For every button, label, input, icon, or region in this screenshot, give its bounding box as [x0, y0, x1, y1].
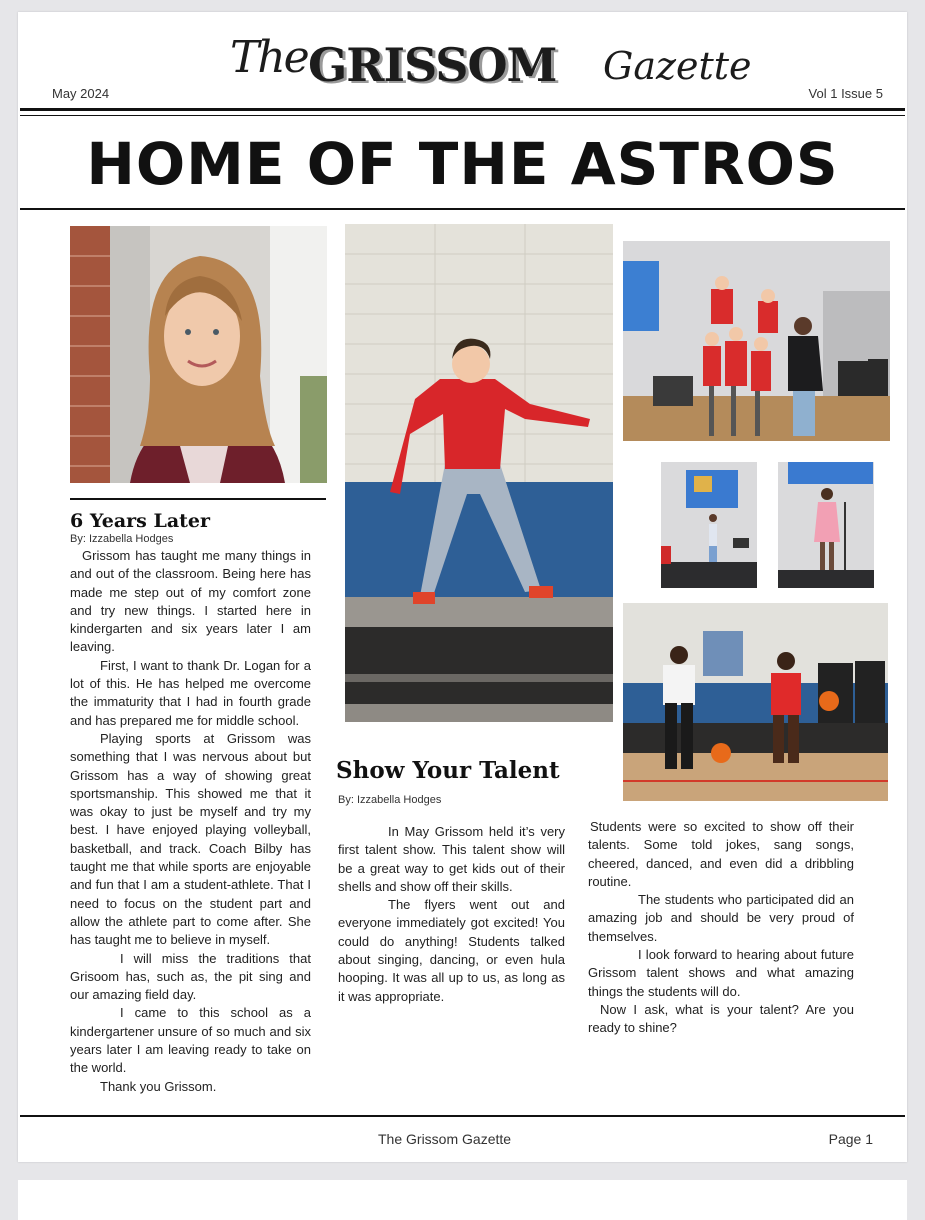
article-body-col2 [588, 818, 854, 1038]
next-page-edge [18, 1180, 907, 1220]
article-body-6-years [70, 547, 311, 1096]
article-byline-show-your-talent: By: Izzabella Hodges [338, 794, 442, 806]
logo-gazette: Gazette [603, 44, 752, 88]
footer-title: The Grissom Gazette [378, 1131, 512, 1147]
paragraph: In May Grissom held it’s very first talent show. This talent show will be a great way to get kids out of their shells and show off their skills. [338, 824, 565, 894]
paragraph: Now I ask, what is your talent? Are you ready to shine? [588, 1001, 854, 1036]
footer-rule [20, 1115, 905, 1117]
page-headline: HOME OF THE ASTROS [86, 130, 839, 198]
headline-rule [20, 208, 905, 210]
paragraph: I came to this school as a kindergartener unsure of so much and six years later I am leaving ready to take on the world. [70, 1005, 311, 1076]
masthead-rule-thin [20, 115, 905, 116]
paragraph: Thank you Grissom. [100, 1078, 217, 1094]
paragraph: Grissom has taught me many things in and out of the classroom. Being here has made me step out of my comfort zone and try new things. I started here in kindergarten and six years later I am leaving. [70, 548, 311, 655]
logo-the: The [230, 32, 308, 83]
paragraph: First, I want to thank Dr. Logan for a lot of this. He has helped me overcome the immaturity that I had in fourth grade and has prepared me for middle school. [70, 657, 311, 728]
dancer-photo [345, 224, 613, 722]
paragraph: Playing sports at Grissom was something that I was nervous about but Grissom has a way of showing great sportsmanship. This showed me that it was okay to just be myself and try my best. I have enjoyed playing volleyball, basketball, and track. Coach Bilby has taught me that while sports are enjoyable and fun that I am a student-athlete. That I need to focus on the student part and allow the athlete part to come after. She has taught me to believe in myself. [70, 730, 311, 948]
article-title-6-years: 6 Years Later [70, 510, 211, 532]
article-rule [70, 498, 326, 500]
article-title-show-your-talent: Show Your Talent [336, 757, 560, 784]
stage-photo-right [778, 462, 874, 588]
paragraph: I will miss the traditions that Grisoom has, such as, the pit sing and our amazing field day. [70, 950, 311, 1003]
masthead-rule-thick [20, 108, 905, 111]
masthead [18, 12, 907, 112]
paragraph: Students were so excited to show off their talents. Some told jokes, sang songs, cheered, danced, and even did a dribbling routine. [588, 819, 854, 889]
logo-grissom: GRISSOM [308, 38, 557, 92]
cheer-photo [623, 241, 890, 441]
paragraph: The students who participated did an amazing job and should be very proud of themselves. [588, 892, 854, 944]
newspaper-page [18, 12, 907, 1162]
newspaper-logo [228, 24, 758, 104]
page-number: Page 1 [828, 1131, 873, 1147]
paragraph: I look forward to hearing about future Grissom talent shows and what amazing things the students will do. [588, 947, 854, 999]
stage-photo-left [661, 462, 757, 588]
article-byline-6-years: By: Izzabella Hodges [70, 533, 174, 545]
portrait-photo [70, 226, 327, 483]
issue-date: May 2024 [52, 86, 110, 101]
dribbling-photo [623, 603, 888, 801]
paragraph: The flyers went out and everyone immediately got excited! You could do anything! Students talked about singing, dancing, or even hula hooping. It was all up to us, as long as it was appropriate. [338, 897, 565, 1004]
article-body-col1 [338, 823, 565, 1006]
issue-number: Vol 1 Issue 5 [808, 86, 883, 101]
